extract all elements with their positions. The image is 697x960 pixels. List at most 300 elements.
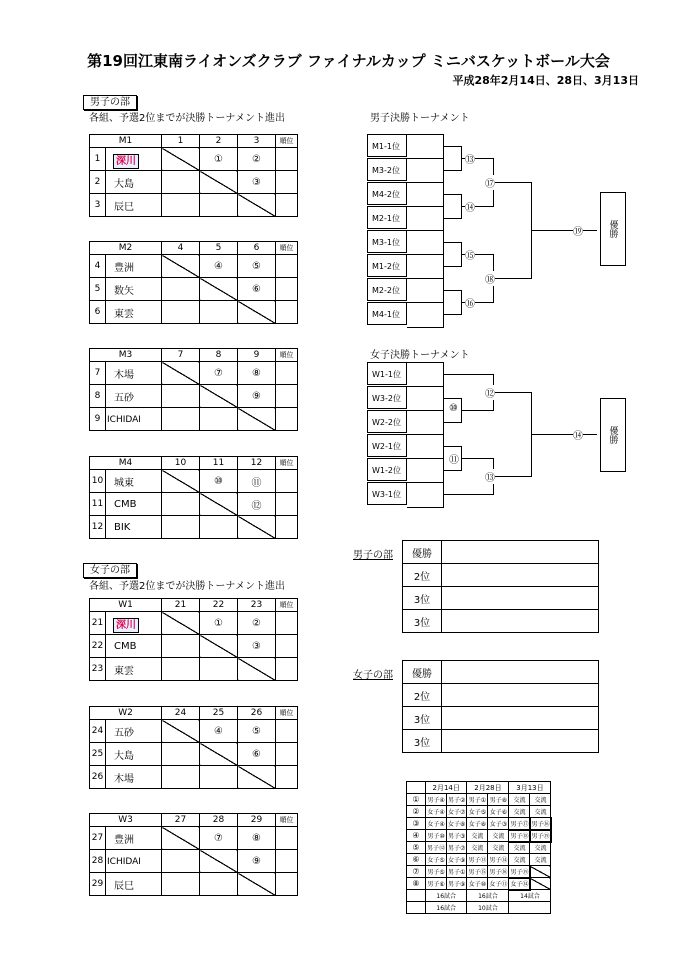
match-cell: [162, 362, 200, 385]
bracket-line: [443, 266, 461, 267]
place-label: 優勝: [403, 661, 442, 684]
result-row: [403, 661, 599, 684]
match-cell: ⑥: [238, 278, 276, 301]
seed-slot: M4-2位: [367, 182, 407, 205]
team-name: [106, 301, 162, 324]
rank-header: 順位: [276, 707, 298, 720]
match-cell: [162, 635, 200, 658]
group-name: M1: [90, 135, 162, 148]
place-label: 3位: [403, 707, 442, 730]
bracket-line: [531, 230, 597, 231]
schedule-cell: 男子⑰: [509, 818, 530, 830]
group-row: [90, 612, 298, 635]
team-number: 29: [90, 873, 106, 896]
match-number: ⑪: [449, 451, 459, 466]
seed-slot: M3-1位: [367, 230, 407, 253]
group-row: [90, 362, 298, 385]
rank-cell: [276, 635, 298, 658]
match-cell: ⑩: [200, 470, 238, 493]
match-cell: ⑨: [238, 850, 276, 873]
group-col-number: 1: [162, 135, 200, 148]
match-number: ⑭: [465, 199, 475, 214]
schedule-cell: 男子⑲: [530, 830, 551, 842]
group-col-number: 9: [238, 349, 276, 362]
schedule-cell: 男子①: [467, 794, 488, 806]
team-name-text: 五砂: [114, 727, 134, 739]
schedule-row: [407, 806, 551, 818]
match-number: ⑰: [485, 175, 495, 190]
boys-group-m3: [89, 348, 298, 431]
group-row: [90, 470, 298, 493]
match-cell: [162, 873, 200, 896]
schedule-cell: 女子⑤: [467, 806, 488, 818]
round-number: ③: [407, 818, 426, 830]
match-cell: [200, 635, 238, 658]
schedule-cell: 男子⑥: [426, 878, 447, 890]
match-cell: [238, 516, 276, 539]
schedule-date: 2月28日: [467, 782, 509, 794]
winner-box: 優勝: [600, 398, 626, 472]
match-cell: [200, 301, 238, 324]
match-cell: [162, 194, 200, 217]
match-cell: [200, 278, 238, 301]
team-name: [106, 743, 162, 766]
bracket-line: [443, 170, 461, 171]
total-games: 16試合: [426, 902, 467, 914]
rank-cell: [276, 194, 298, 217]
match-cell: ⑧: [238, 827, 276, 850]
group-col-number: 4: [162, 242, 200, 255]
schedule-cell: [530, 878, 551, 890]
rank-cell: [276, 385, 298, 408]
schedule-cell: 女子⑨: [447, 854, 467, 866]
bracket-line: [493, 476, 531, 477]
schedule-cell: 女子③: [488, 818, 509, 830]
team-number: 3: [90, 194, 106, 217]
match-cell: ⑪: [238, 470, 276, 493]
schedule-cell: 女子⑭: [509, 878, 530, 890]
team-name: [106, 194, 162, 217]
rank-cell: [276, 720, 298, 743]
rank-cell: [276, 278, 298, 301]
seed-block: [407, 362, 444, 508]
total-games: 14試合: [509, 890, 551, 902]
match-cell: [162, 171, 200, 194]
match-cell: ①: [200, 612, 238, 635]
match-cell: [238, 873, 276, 896]
bracket-line: [407, 302, 443, 303]
team-name-text: 木場: [114, 369, 134, 381]
match-number: ⑭: [573, 427, 583, 442]
match-number: ⑮: [465, 247, 475, 262]
schedule-cell: 男子⑬: [467, 854, 488, 866]
group-header-row: [90, 242, 298, 255]
team-name-text: 木場: [114, 773, 134, 785]
girls-group-w2: [89, 706, 298, 789]
girls-group-w3: [89, 813, 298, 896]
team-name-text: 豊洲: [114, 262, 134, 274]
group-row: [90, 516, 298, 539]
team-name-text: ICHIDAI: [107, 414, 141, 425]
schedule-cell: 女子④: [426, 818, 447, 830]
group-name: W2: [90, 707, 162, 720]
group-row: [90, 850, 298, 873]
team-name-text: CMB: [114, 498, 137, 510]
match-number: ⑬: [485, 469, 495, 484]
team-name-text: ICHIDAI: [107, 856, 141, 867]
schedule-cell: 女子⑧: [447, 818, 467, 830]
rank-header: 順位: [276, 814, 298, 827]
team-name: [106, 635, 162, 658]
match-cell: [200, 850, 238, 873]
group-col-number: 8: [200, 349, 238, 362]
boys-group-m4: [89, 456, 298, 539]
team-number: 25: [90, 743, 106, 766]
schedule-totals: [407, 902, 551, 914]
schedule-cell: 男子①: [447, 866, 467, 878]
rank-cell: [276, 362, 298, 385]
team-name-text: 東雲: [114, 308, 134, 320]
match-number: ⑱: [485, 271, 495, 286]
place-label: 3位: [403, 610, 442, 633]
match-cell: ⑥: [238, 743, 276, 766]
group-row: [90, 194, 298, 217]
place-team: [442, 587, 599, 610]
place-label: 3位: [403, 730, 442, 753]
rank-header: 順位: [276, 599, 298, 612]
schedule-cell: 男子③: [447, 830, 467, 842]
team-name: [106, 255, 162, 278]
schedule-row: [407, 842, 551, 854]
schedule-corner: [407, 782, 426, 794]
team-number: 10: [90, 470, 106, 493]
bracket-line: [493, 278, 531, 279]
place-team: [442, 707, 599, 730]
result-row: [403, 707, 599, 730]
group-row: [90, 743, 298, 766]
team-number: 12: [90, 516, 106, 539]
girls-bracket-title: 女子決勝トーナメント: [370, 350, 470, 361]
match-cell: [238, 658, 276, 681]
match-cell: [162, 301, 200, 324]
schedule-cell: 男子⑯: [530, 818, 551, 830]
group-col-number: 25: [200, 707, 238, 720]
schedule-cell: 女子⑧: [467, 818, 488, 830]
place-label: 2位: [403, 684, 442, 707]
boys-group-m2: [89, 241, 298, 324]
team-name-text: CMB: [114, 640, 137, 652]
seed-slot: M2-2位: [367, 278, 407, 301]
schedule-cell: 交流: [509, 794, 530, 806]
seed-slot: M1-2位: [367, 254, 407, 277]
group-header-row: [90, 457, 298, 470]
group-name: M4: [90, 457, 162, 470]
match-cell: [162, 827, 200, 850]
seed-slot: M2-1位: [367, 206, 407, 229]
boys-section-label: 男子の部: [83, 95, 137, 110]
team-name-text: 五砂: [114, 392, 134, 404]
bracket-line: [407, 278, 443, 279]
team-number: 8: [90, 385, 106, 408]
team-name: [106, 766, 162, 789]
match-cell: ⑨: [238, 385, 276, 408]
bracket-line: [443, 374, 493, 375]
match-cell: ④: [200, 720, 238, 743]
group-col-number: 21: [162, 599, 200, 612]
bracket-line: [407, 386, 443, 387]
match-cell: [162, 385, 200, 408]
place-label: 3位: [403, 587, 442, 610]
schedule-cell: [530, 866, 551, 878]
place-label: 2位: [403, 564, 442, 587]
team-number: 24: [90, 720, 106, 743]
schedule-table: [406, 781, 551, 914]
schedule-cell: 女子⑪: [488, 878, 509, 890]
match-cell: [238, 301, 276, 324]
round-number: ⑥: [407, 854, 426, 866]
seed-slot: W2-2位: [367, 410, 407, 433]
boys-group-m1: [89, 134, 298, 217]
schedule-row: [407, 818, 551, 830]
group-row: [90, 493, 298, 516]
winner-box: 優勝: [600, 192, 626, 266]
team-name: [106, 362, 162, 385]
match-number: ⑩: [449, 403, 458, 414]
match-cell: ⑤: [238, 255, 276, 278]
bracket-line: [443, 494, 493, 495]
team-name-text: 大島: [114, 750, 134, 762]
group-col-number: 6: [238, 242, 276, 255]
group-row: [90, 148, 298, 171]
team-number: 4: [90, 255, 106, 278]
group-row: [90, 278, 298, 301]
place-label: 優勝: [403, 541, 442, 564]
match-cell: [162, 470, 200, 493]
match-cell: [162, 658, 200, 681]
team-number: 9: [90, 408, 106, 431]
schedule-row: [407, 854, 551, 866]
match-cell: [238, 766, 276, 789]
schedule-cell: 女子⑤: [426, 854, 447, 866]
group-col-number: 22: [200, 599, 238, 612]
round-number: ④: [407, 830, 426, 842]
bracket-line: [407, 254, 443, 255]
team-number: 7: [90, 362, 106, 385]
seed-slot: W1-1位: [367, 362, 407, 385]
match-cell: ⑧: [238, 362, 276, 385]
group-row: [90, 301, 298, 324]
group-row: [90, 766, 298, 789]
round-number: ②: [407, 806, 426, 818]
team-number: 1: [90, 148, 106, 171]
group-name: M3: [90, 349, 162, 362]
team-number: 26: [90, 766, 106, 789]
round-number: ⑦: [407, 866, 426, 878]
group-header-row: [90, 707, 298, 720]
rank-cell: [276, 612, 298, 635]
group-row: [90, 171, 298, 194]
match-cell: [162, 255, 200, 278]
schedule-cell: 男子⑮: [467, 866, 488, 878]
rank-header: 順位: [276, 457, 298, 470]
match-cell: [200, 743, 238, 766]
bracket-line: [443, 446, 461, 447]
schedule-cell: 女子④: [426, 806, 447, 818]
bracket-line: [407, 434, 443, 435]
seed-slot: W3-1位: [367, 482, 407, 505]
schedule-cell: 交流: [488, 842, 509, 854]
schedule-cell: 男子⑨: [447, 878, 467, 890]
schedule-cell: 男子⑤: [426, 866, 447, 878]
schedule-cell: 男子④: [426, 794, 447, 806]
bracket-line: [407, 482, 443, 483]
place-team: [442, 684, 599, 707]
schedule-cell: 男子⑩: [426, 830, 447, 842]
match-cell: [238, 408, 276, 431]
seed-slot: W2-1位: [367, 434, 407, 457]
schedule-totals: [407, 890, 551, 902]
group-header-row: [90, 599, 298, 612]
total-games: 10試合: [467, 902, 509, 914]
bracket-line: [461, 458, 493, 459]
match-cell: [162, 493, 200, 516]
group-col-number: 23: [238, 599, 276, 612]
match-cell: [200, 408, 238, 431]
girls-group-w1: [89, 598, 298, 681]
team-number: 22: [90, 635, 106, 658]
bracket-line: [493, 392, 531, 393]
match-cell: [162, 278, 200, 301]
bracket-line: [443, 218, 461, 219]
schedule-cell: 交流: [509, 854, 530, 866]
group-col-number: 12: [238, 457, 276, 470]
rank-header: 順位: [276, 242, 298, 255]
bracket-line: [443, 146, 461, 147]
group-col-number: 28: [200, 814, 238, 827]
bracket-line: [443, 398, 461, 399]
team-name: [106, 148, 162, 171]
match-number: ⑲: [573, 223, 583, 238]
team-number: 23: [90, 658, 106, 681]
place-team: [442, 730, 599, 753]
schedule-corner: [407, 902, 426, 914]
match-cell: [162, 850, 200, 873]
team-name-text: 数矢: [114, 285, 134, 297]
group-col-number: 29: [238, 814, 276, 827]
match-cell: [162, 516, 200, 539]
schedule-cell: 男子⑯: [488, 866, 509, 878]
bracket-line: [493, 182, 531, 183]
schedule-cell: 女子⑩: [467, 878, 488, 890]
group-row: [90, 873, 298, 896]
girls-note: 各組、予選2位までが決勝トーナメント進出: [89, 581, 285, 592]
result-row: [403, 730, 599, 753]
team-number: 5: [90, 278, 106, 301]
bracket-line: [443, 470, 461, 471]
boys-results-table: [402, 540, 599, 633]
rank-header: 順位: [276, 349, 298, 362]
seed-slot: M3-2位: [367, 158, 407, 181]
match-cell: [162, 612, 200, 635]
schedule-cell: 交流: [509, 806, 530, 818]
team-number: 2: [90, 171, 106, 194]
match-cell: ③: [238, 635, 276, 658]
result-row: [403, 684, 599, 707]
rank-header: 順位: [276, 135, 298, 148]
bracket-line: [443, 422, 461, 423]
group-name: W3: [90, 814, 162, 827]
schedule-row: [407, 794, 551, 806]
group-row: [90, 255, 298, 278]
group-header-row: [90, 135, 298, 148]
place-team: [442, 564, 599, 587]
match-cell: [162, 720, 200, 743]
team-name: [106, 408, 162, 431]
schedule-header: [407, 782, 551, 794]
team-number: 21: [90, 612, 106, 635]
group-row: [90, 658, 298, 681]
schedule-date: 2月14日: [426, 782, 467, 794]
schedule-cell: 交流: [467, 830, 488, 842]
bracket-line: [407, 458, 443, 459]
bracket-line: [407, 206, 443, 207]
schedule-date: 3月13日: [509, 782, 551, 794]
rank-cell: [276, 827, 298, 850]
rank-cell: [276, 255, 298, 278]
bracket-line: [531, 434, 597, 435]
match-cell: ③: [238, 171, 276, 194]
schedule-cell: 交流: [467, 842, 488, 854]
page-title: 第19回江東南ライオンズクラブ ファイナルカップ ミニバスケットボール大会: [87, 52, 610, 70]
match-cell: ①: [200, 148, 238, 171]
rank-cell: [276, 658, 298, 681]
schedule-cell: 男子⑭: [488, 854, 509, 866]
match-cell: [162, 148, 200, 171]
match-cell: [200, 873, 238, 896]
match-cell: [162, 743, 200, 766]
team-name-text: 大島: [114, 178, 134, 190]
match-cell: ②: [238, 612, 276, 635]
bracket-line: [407, 230, 443, 231]
match-cell: ②: [238, 148, 276, 171]
schedule-cell: 交流: [530, 842, 551, 854]
group-col-number: 2: [200, 135, 238, 148]
schedule-cell: 男子⑦: [447, 842, 467, 854]
boys-bracket-title: 男子決勝トーナメント: [370, 113, 470, 124]
team-name: [106, 385, 162, 408]
round-number: ⑤: [407, 842, 426, 854]
team-name-text: BIK: [114, 521, 131, 533]
group-col-number: 5: [200, 242, 238, 255]
team-number: 27: [90, 827, 106, 850]
bracket-line: [407, 182, 443, 183]
group-row: [90, 385, 298, 408]
seed-slot: M1-1位: [367, 134, 407, 157]
schedule-cell: 交流: [530, 794, 551, 806]
place-team: [442, 541, 599, 564]
group-row: [90, 635, 298, 658]
bracket-line: [443, 194, 461, 195]
rank-cell: [276, 301, 298, 324]
group-col-number: 3: [238, 135, 276, 148]
tournament-dates: 平成28年2月14日、28日、3月13日: [452, 74, 639, 87]
rank-cell: [276, 171, 298, 194]
team-name: [106, 720, 162, 743]
group-row: [90, 827, 298, 850]
bracket-line: [443, 314, 461, 315]
bracket-line: [461, 410, 493, 411]
seed-slot: W1-2位: [367, 458, 407, 481]
